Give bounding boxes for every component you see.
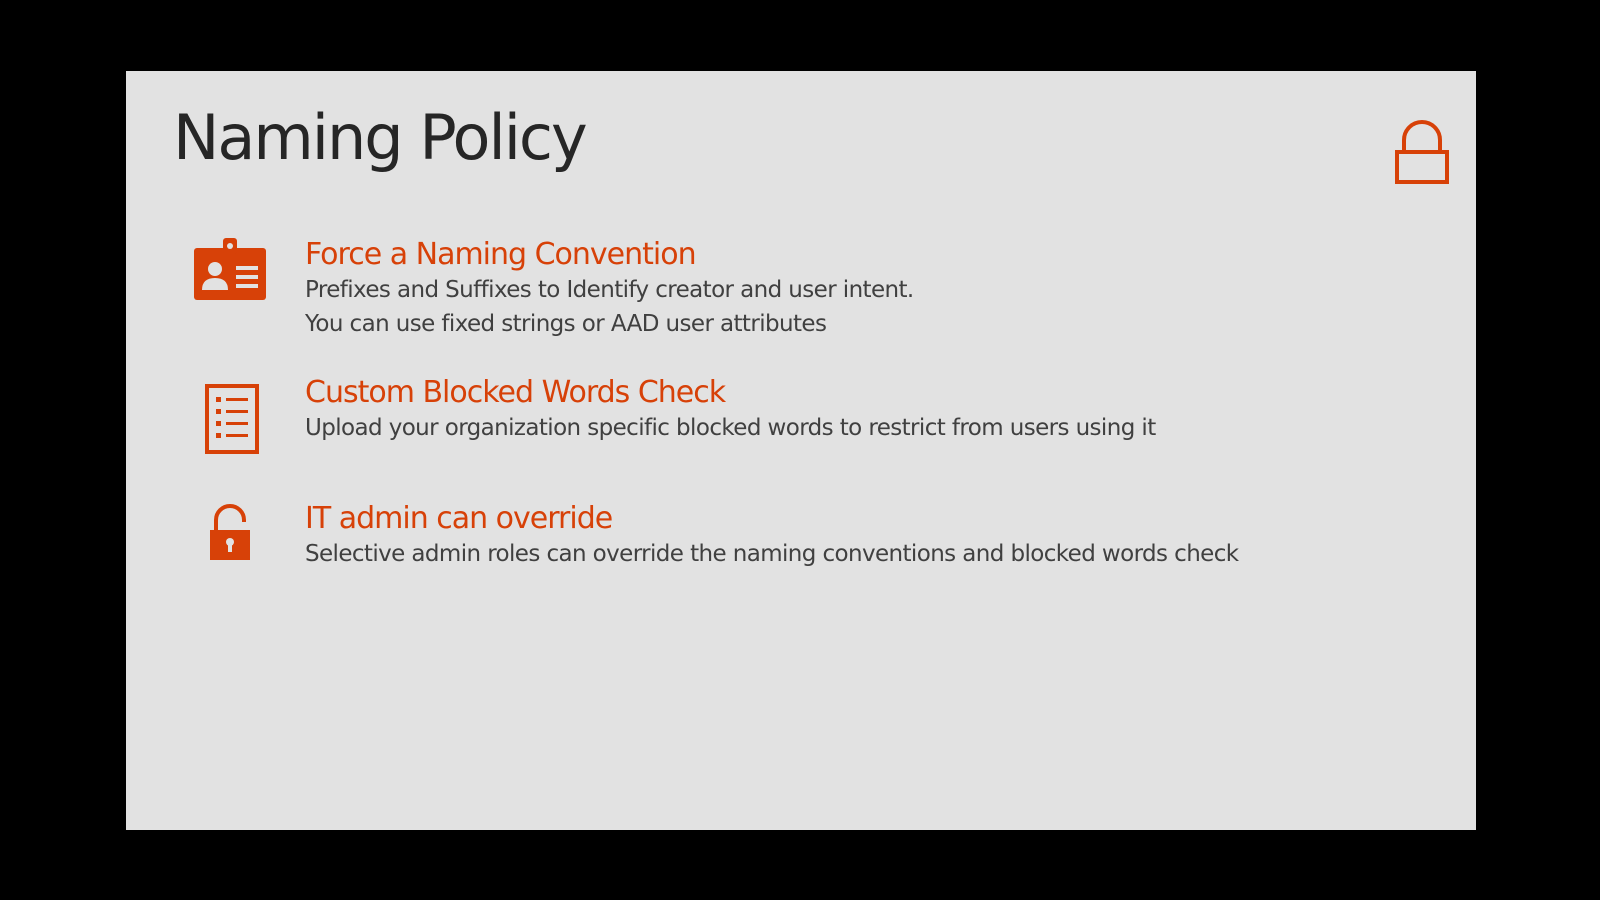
item-description-line: Selective admin roles can override the naming conventions and blocked words check <box>305 541 1239 567</box>
unlock-icon <box>208 504 252 562</box>
item-title: IT admin can override <box>305 501 613 536</box>
slide-title: Naming Policy <box>173 101 586 174</box>
item-description-line: You can use fixed strings or AAD user attributes <box>305 311 827 337</box>
lock-icon <box>1394 120 1450 186</box>
item-description-line: Prefixes and Suffixes to Identify creator and user intent. <box>305 277 914 303</box>
item-title: Force a Naming Convention <box>305 237 696 272</box>
slide <box>126 71 1476 830</box>
item-title: Custom Blocked Words Check <box>305 375 726 410</box>
item-description-line: Upload your organization specific blocked words to restrict from users using it <box>305 415 1156 441</box>
checklist-icon <box>205 384 259 454</box>
id-badge-icon <box>194 238 266 300</box>
